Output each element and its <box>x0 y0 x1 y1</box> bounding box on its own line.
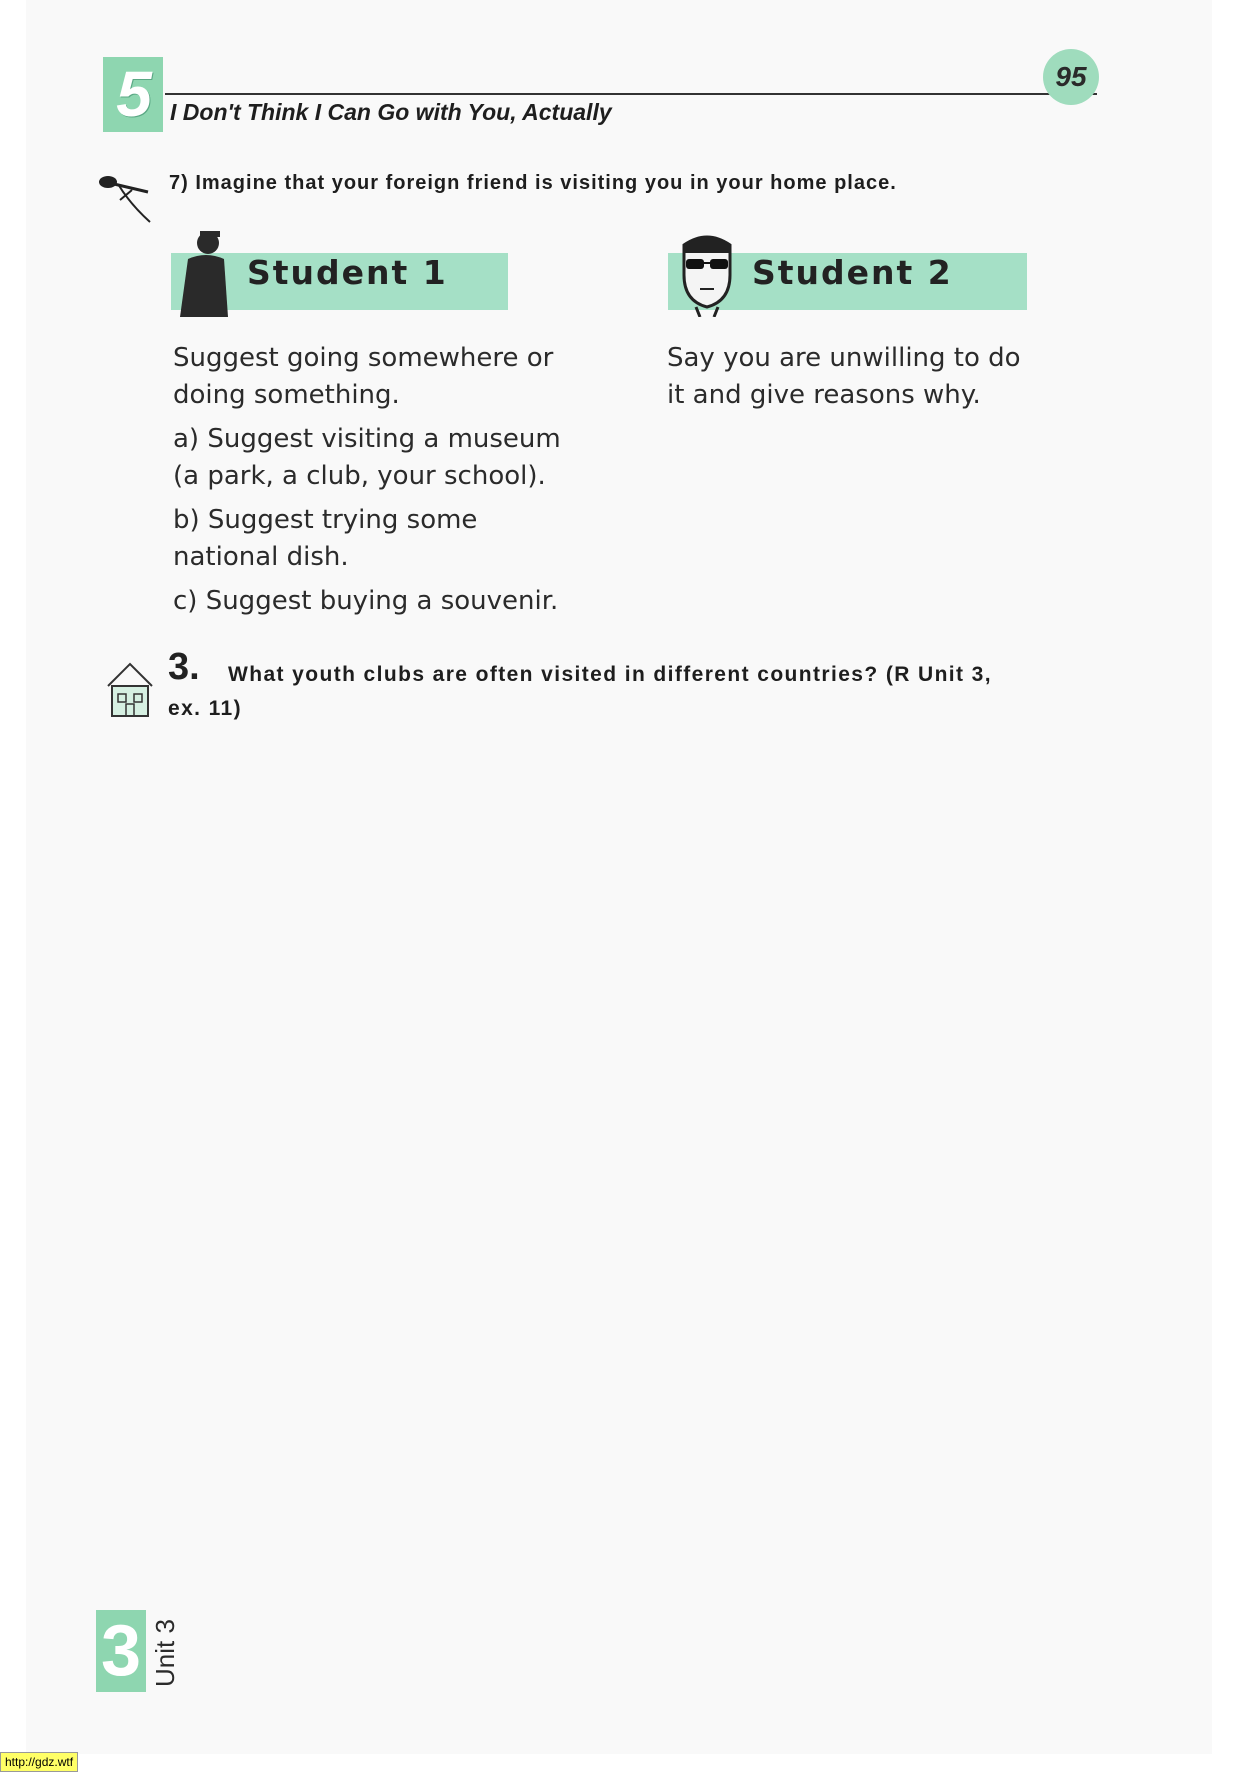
student2-name: Student 2 <box>752 253 953 292</box>
person-silhouette-icon <box>176 229 232 317</box>
microphone-icon <box>98 170 158 226</box>
task-instruction: 7) Imagine that your foreign friend is visiting you in your home place. <box>169 172 897 194</box>
house-icon <box>104 660 156 720</box>
chapter-number-badge: 5 <box>103 57 163 132</box>
student1-option-b-line1: b) Suggest trying some <box>173 505 478 535</box>
chapter-title: I Don't Think I Can Go with You, Actually <box>170 99 612 125</box>
header-rule <box>165 93 1097 95</box>
exercise-text-line2: ex. 11) <box>168 697 243 720</box>
student1-option-c: c) Suggest buying a souvenir. <box>173 586 559 616</box>
unit-label: Unit 3 <box>150 1619 180 1687</box>
source-link[interactable]: http://gdz.wtf <box>0 1752 78 1772</box>
exercise-text-line1: What youth clubs are often visited in different countries? (R Unit 3, <box>228 663 992 686</box>
student1-intro-line1: Suggest going somewhere or <box>173 343 554 373</box>
student1-name: Student 1 <box>247 253 448 292</box>
student1-intro-line2: doing something. <box>173 380 400 410</box>
page-number: 95 <box>1043 49 1099 105</box>
student1-option-b-line2: national dish. <box>173 542 349 572</box>
exercise-number: 3. <box>168 646 200 688</box>
student2-text-line2: it and give reasons why. <box>667 380 981 410</box>
student2-text-line1: Say you are unwilling to do <box>667 343 1021 373</box>
unit-number-badge: 3 <box>96 1610 146 1692</box>
sunglasses-face-icon <box>676 231 738 317</box>
student1-option-a-line2: (a park, a club, your school). <box>173 461 546 491</box>
student1-option-a-line1: a) Suggest visiting a museum <box>173 424 561 454</box>
